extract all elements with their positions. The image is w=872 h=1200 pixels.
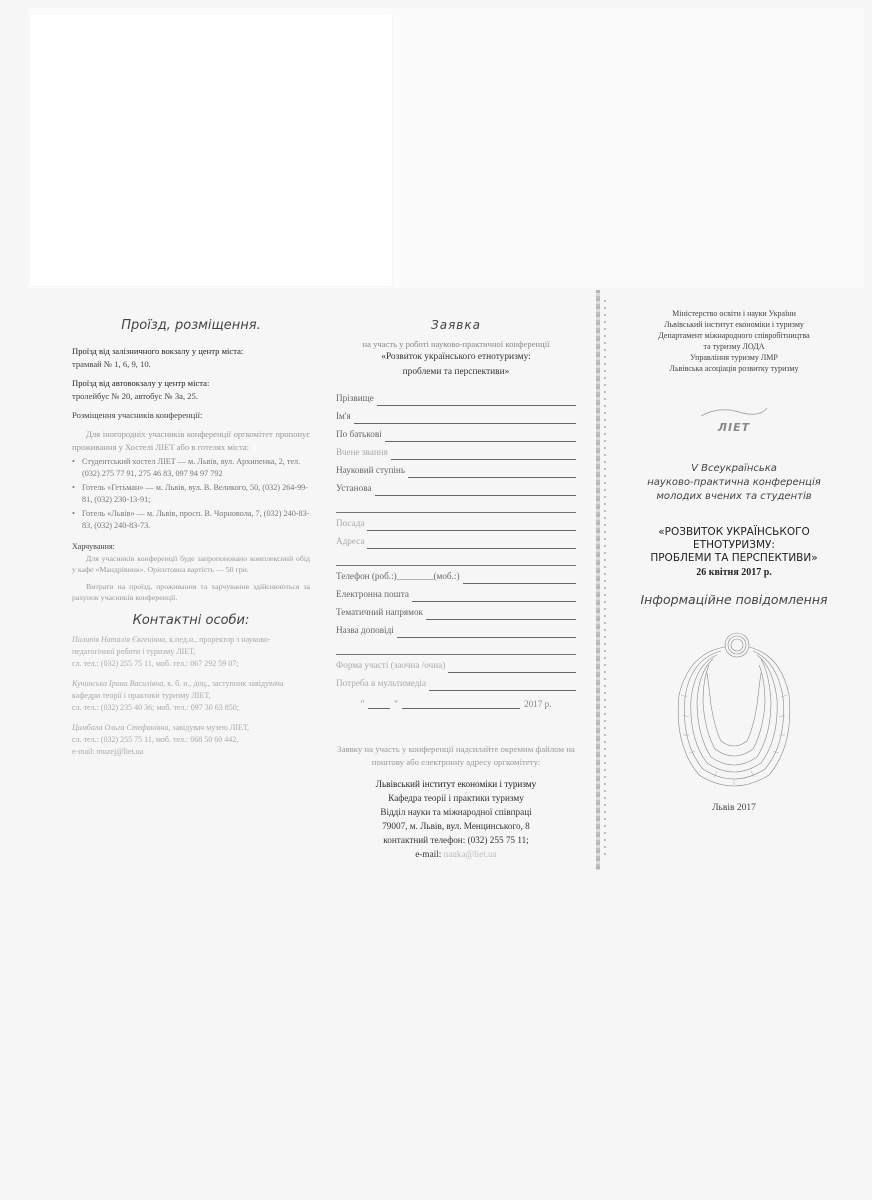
submission-note: Заявку на участь у конференції надсилайте окремим файлом на поштову або електронну адресу оргкомітету: [337,744,575,767]
contact-name: Кучинська Ірина Василівна, [72,679,166,688]
name-field[interactable] [336,408,576,424]
institution-field[interactable] [336,480,576,496]
theme-line2: ЕТНОТУРИЗМУ: [693,539,775,551]
contact-phone: сл. тел.: (032) 255 75 11, моб. тел.: 067 292 59 07; [72,659,239,668]
conference-audience: молодих вчених та студентів [656,491,812,502]
hotel-item [72,482,310,506]
bullet-icon: • [72,457,75,466]
field-label: Науковий ступінь [336,465,406,475]
field-label: Назва доповіді [336,625,394,635]
date-quote-close: " [394,699,398,709]
date-year: 2017 р. [523,699,552,709]
address-field[interactable] [336,533,576,549]
fold-shadow [596,290,600,870]
report-title-extra-line[interactable] [336,640,576,655]
patronymic-field[interactable] [336,426,576,442]
bullet-icon: • [72,483,75,492]
org-division: Відділ науки та міжнародної співпраці [380,807,532,817]
info-heading: Інформаційне повідомлення [640,592,828,607]
field-label: Потреба в мультимедіа [336,678,427,688]
contact-role: завідувач музею ЛІЕТ, [172,723,249,732]
bullet-icon: • [72,509,75,518]
conference-type: науково-практична конференція [647,477,821,488]
conference-edition: V Всеукраїнська [691,463,777,474]
field-label: Прізвище [336,393,374,403]
contact-name: Пилипів Наталія Євгенівна, [72,635,168,644]
email-link[interactable]: nauka@liet.ua [443,849,497,859]
necklace-illustration-icon [659,625,809,795]
month-blank[interactable] [402,697,520,709]
address-field-extra-line[interactable] [336,551,576,566]
day-blank[interactable] [368,697,390,709]
fold-shadow-inner [604,300,606,860]
email-label: e-mail: [415,849,442,859]
travel-title: Проїзд, розміщення. [121,318,261,333]
train-heading: Проїзд від залізничного вокзалу у центр міста: [72,346,244,356]
email-link[interactable]: muzej@liet.ua [96,747,144,756]
contact-role: к. б. н., доц., заступник завідувача кафедри теорії і практики туризму ЛІЕТ, [72,679,284,700]
field-label: Форма участі (заочна /очна) [336,660,446,670]
email-field[interactable] [336,586,576,602]
position-field[interactable] [336,515,576,531]
contact-phone: сл. тел.: (032) 255 75 11, моб. тел.: 068 50 60 442, [72,735,239,744]
date-field[interactable] [336,697,576,709]
org-phone: контактний телефон: (032) 255 75 11; [383,835,529,845]
city-year: Львів 2017 [712,803,756,813]
conference-date: 26 квітня 2017 р. [696,567,772,578]
costs-text: Витрати на проїзд, проживання та харчування здійснюються за рахунок учасників конференції. [72,582,310,602]
multimedia-field[interactable] [336,675,576,691]
org-name: Львівський інститут економіки і туризму [375,779,537,789]
hotel-text: Готель «Гетьман» — м. Львів, вул. В. Великого, 50, (032) 264-99-81, (032) 230-13-91; [82,483,308,504]
degree-field[interactable] [336,462,576,478]
phone-field[interactable] [336,568,576,584]
field-label: Адреса [336,536,365,546]
logo-text: ЛІЕТ [717,421,751,434]
email-label: e-mail: [72,747,95,756]
travel-panel [72,300,310,766]
surname-field[interactable] [336,390,576,406]
blank-paper-patch [30,14,392,286]
organizer-line: та туризму ЛОДА [703,342,765,351]
field-label: Установа [336,483,372,493]
field-label: Телефон (роб.:)________(моб.:) [336,571,460,581]
hotel-item [72,508,310,532]
topic-field[interactable] [336,604,576,620]
train-routes: трамвай № 1, 6, 9, 10. [72,359,151,369]
application-form-panel [336,300,576,861]
logo-swoosh-icon [699,404,769,418]
date-quote-open: " [360,699,365,709]
field-label: Тематичний напрямок [336,607,424,617]
lodging-heading: Розміщення учасників конференції: [72,410,203,420]
institution-field-extra-line[interactable] [336,498,576,513]
field-label: По батькові [336,429,382,439]
org-department: Кафедра теорії і практики туризму [388,793,524,803]
participation-form-field[interactable] [336,657,576,673]
form-title: Заявка [431,318,481,332]
field-label: Електронна пошта [336,589,409,599]
organizer-line: Управління туризму ЛМР [690,353,778,362]
theme-line3: ПРОБЛЕМИ ТА ПЕРСПЕКТИВИ» [650,552,818,564]
lodging-text: Для іногородніх учасників конференції оргкомітет пропонує проживання у Хостелі ЛІЕТ або в готелях міста: [72,429,310,452]
liet-logo [699,404,769,434]
report-title-field[interactable] [336,622,576,638]
hotel-item [72,456,310,480]
org-email [336,847,576,861]
hotel-text: Студентський хостел ЛІЕТ — м. Львів, вул. Архипенка, 2, тел. (032) 275 77 91, 275 46 83, 097 94 97 792 [82,457,301,478]
conference-name-line1: «Розвиток українського етнотуризму: [381,352,531,362]
meals-heading: Харчування: [72,542,115,551]
field-label: Посада [336,518,365,528]
organizer-line: Львівська асоціація розвитку туризму [669,364,799,373]
contact-person [72,634,310,670]
contact-name: Цимбала Ольга Стефанівна, [72,723,171,732]
contact-phone: сл. тел.: (032) 235 40 36; моб. тел.: 097 30 63 850; [72,703,239,712]
bus-heading: Проїзд від автовокзалу у центр міста: [72,378,210,388]
theme-line1: «РОЗВИТОК УКРАЇНСЬКОГО [658,526,810,538]
org-address: 79007, м. Львів, вул. Менцинського, 8 [382,821,530,831]
organizer-line: Львівський інститут економіки і туризму [664,320,804,329]
contact-role: к.пед.н., проректор з науково-педагогічної роботи і туризму ЛІЕТ, [72,635,271,656]
academic-title-field[interactable] [336,444,576,460]
meals-text: Для учасників конференції буде запропоновано комплексний обід у кафе «Мандрівник». Орієнтовна вартість — 50 грн. [72,554,310,574]
form-subtitle: на участь у роботі науково-практичної конференції [362,339,550,349]
bus-routes: тролейбус № 20, автобус № 3а, 25. [72,391,198,401]
contacts-title: Контактні особи: [132,613,250,628]
organizer-line: Міністерство освіти і науки України [672,309,796,318]
contact-person [72,678,310,714]
field-label: Ім'я [336,411,351,421]
contact-person [72,722,310,758]
field-label: Вчене звання [336,447,388,457]
cover-panel [614,308,854,813]
conference-name-line2: проблеми та перспективи» [402,367,510,377]
hotel-text: Готель «Львів» — м. Львів, просп. В. Чорновола, 7, (032) 240-83-83, (032) 240-83-73. [82,509,310,530]
organizer-line: Департамент міжнародного співробітництва [658,331,810,340]
